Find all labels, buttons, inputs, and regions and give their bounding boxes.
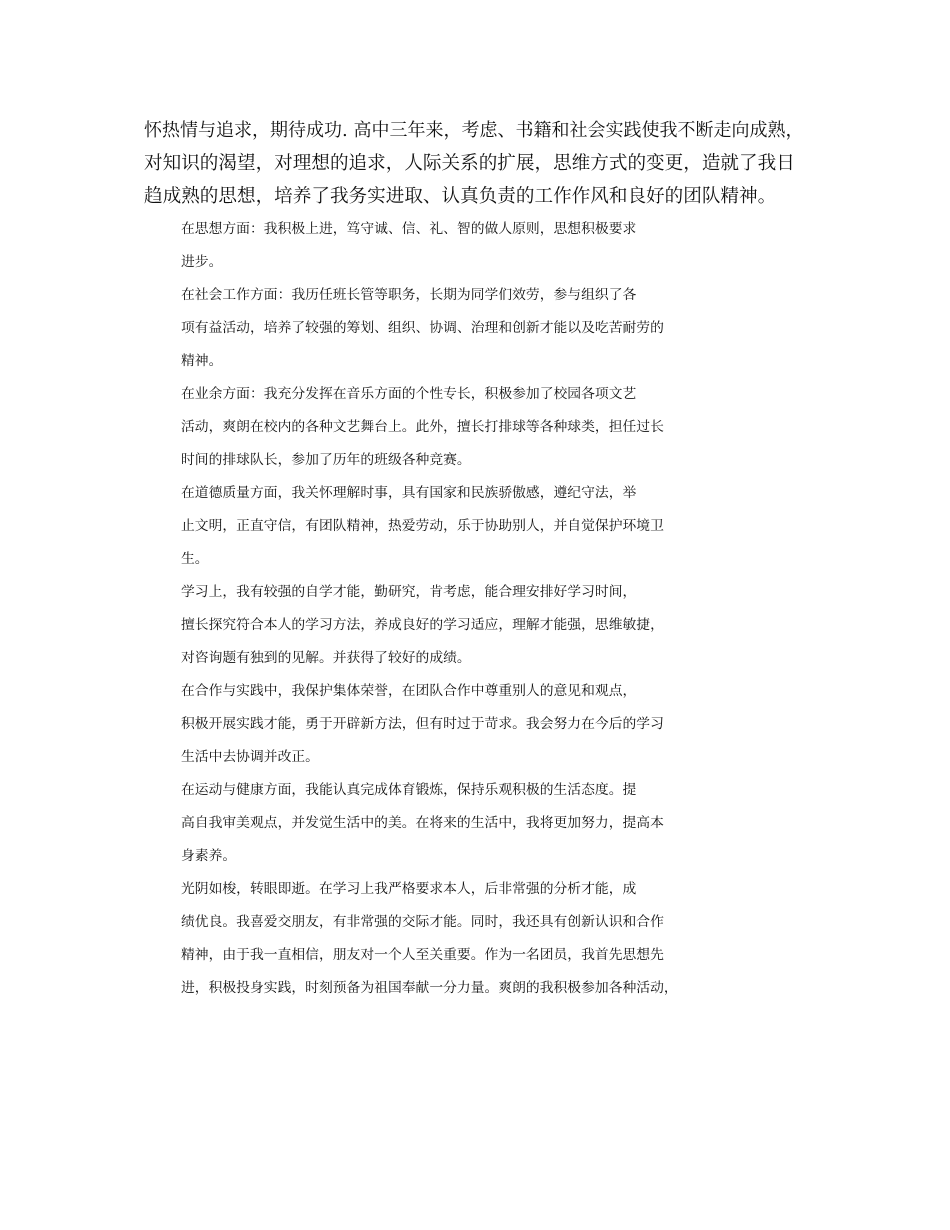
text-line: 趋成熟的思想，培养了我务实进取、认真负责的工作作风和良好的团队精神。 xyxy=(144,186,777,207)
paragraph-study xyxy=(144,576,808,675)
text-line: 积极开展实践才能，勇于开辟新方法，但有时过于苛求。我会努力在今后的学习 xyxy=(181,716,664,732)
text-line: 擅长探究符合本人的学习方法，养成良好的学习适应，理解才能强，思维敏捷， xyxy=(181,617,664,633)
text-line: 学习上，我有较强的自学才能，勤研究，肯考虑，能合理安排好学习时间， xyxy=(181,584,637,600)
paragraph-intro-continuation xyxy=(144,114,808,213)
paragraph-sports-health xyxy=(144,774,808,873)
text-line: 在合作与实践中，我保护集体荣誉，在团队合作中尊重别人的意见和观点， xyxy=(181,683,637,699)
text-line: 精神，由于我一直相信，朋友对一个人至关重要。作为一名团员，我首先思想先 xyxy=(181,947,664,963)
text-line: 精神。 xyxy=(181,353,223,369)
paragraph-thought xyxy=(144,213,808,279)
paragraph-summary xyxy=(144,873,808,1005)
paragraph-spare-time xyxy=(144,378,808,477)
paragraph-social-work xyxy=(144,279,808,378)
text-line: 高自我审美观点，并发觉生活中的美。在将来的生活中，我将更加努力，提高本 xyxy=(181,815,664,831)
document-body xyxy=(144,114,808,1005)
text-line: 绩优良。我喜爱交朋友，有非常强的交际才能。同时，我还具有创新认识和合作 xyxy=(181,914,664,930)
text-line: 项有益活动，培养了较强的筹划、组织、协调、治理和创新才能以及吃苦耐劳的 xyxy=(181,320,664,336)
text-line: 在运动与健康方面，我能认真完成体育锻炼，保持乐观积极的生活态度。提 xyxy=(181,782,637,798)
text-line: 对咨询题有独到的见解。并获得了较好的成绩。 xyxy=(181,650,471,666)
text-line: 光阴如梭，转眼即逝。在学习上我严格要求本人，后非常强的分析才能，成 xyxy=(181,881,637,897)
text-line: 对知识的渴望，对理想的追求，人际关系的扩展，思维方式的变更，造就了我日 xyxy=(144,153,795,174)
text-line: 在道德质量方面，我关怀理解时事，具有国家和民族骄傲感，遵纪守法，举 xyxy=(181,485,637,501)
text-line: 进步。 xyxy=(181,254,223,270)
text-line: 生活中去协调并改正。 xyxy=(181,749,319,765)
text-line: 身素养。 xyxy=(181,848,237,864)
text-line: 生。 xyxy=(181,551,209,567)
text-line: 在思想方面：我积极上进，笃守诚、信、礼、智的做人原则，思想积极要求 xyxy=(181,221,637,237)
text-line: 在业余方面：我充分发挥在音乐方面的个性专长，积极参加了校园各项文艺 xyxy=(181,386,637,402)
text-line: 活动，爽朗在校内的各种文艺舞台上。此外，擅长打排球等各种球类，担任过长 xyxy=(181,419,664,435)
text-line: 进，积极投身实践，时刻预备为祖国奉献一分力量。爽朗的我积极参加各种活动， xyxy=(181,980,678,996)
text-line: 止文明，正直守信，有团队精神，热爱劳动，乐于协助别人，并自觉保护环境卫 xyxy=(181,518,664,534)
text-line: 时间的排球队长，参加了历年的班级各种竞赛。 xyxy=(181,452,471,468)
text-line: 怀热情与追求，期待成功. 高中三年来，考虑、书籍和社会实践使我不断走向成熟， xyxy=(144,120,804,141)
text-line: 在社会工作方面：我历任班长管等职务，长期为同学们效劳，参与组织了各 xyxy=(181,287,637,303)
paragraph-cooperation xyxy=(144,675,808,774)
paragraph-morality xyxy=(144,477,808,576)
